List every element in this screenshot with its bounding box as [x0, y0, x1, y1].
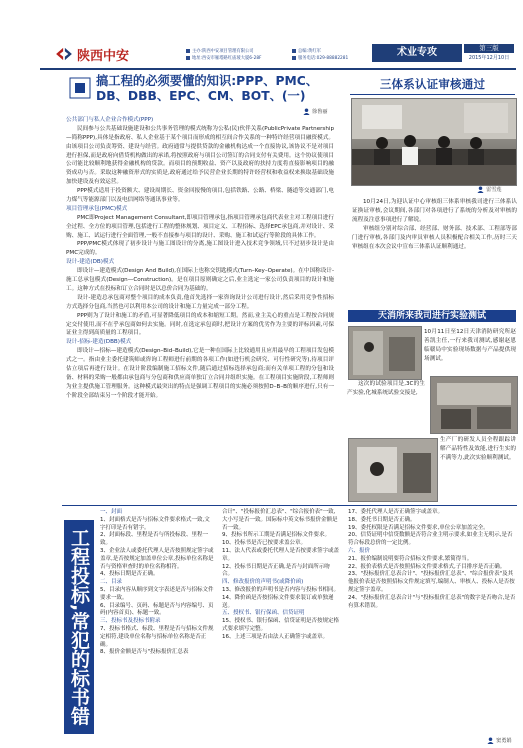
test-para-1: 10月11日至12日天津消防研究所赵善凯主任,一行来我司测试,感谢赵恩临赣局中实验现场数据与产品提供现场测试。	[424, 329, 516, 362]
bid-errors-col-1	[100, 509, 214, 657]
list-item: 12、投标书日期是否正确,是否与封面所示吻合。	[222, 563, 330, 578]
list-subheading: 二、目录	[100, 579, 123, 586]
lab-test-photo-2	[430, 376, 518, 434]
masthead	[0, 0, 523, 68]
list-item: 合计"、"投标报价汇总表"、"综合报价表"一致,大小写是否一致。国际标中英文标书报价金额是否一致。	[222, 509, 338, 531]
list-item: 3、企业法人或委托代理人是否按照规定签字或盖章,是否按规定加盖单位公章,投标单位名称是否与资格审查时的单位名称相符。	[100, 547, 214, 570]
right-article-body	[352, 198, 517, 251]
article-paragraph: 即设计—建造模式(Design And Build),在国际上也称交钥匙模式(Turn–Key–Operate)。在中国称设计-施工总承包模式(Design—Construction)。是在项目原则确定之后,业主选定一家公司负责项目的设计和施工。这种方式在投标和订立合同时是以总价合同为基础的。	[66, 268, 334, 292]
test-desc-1	[424, 328, 516, 364]
article-paragraph: 设计-建造总承包商对整个项目的成本负责,他首先选择一家咨询设计公司进行设计,然后采用竞争性招标方式选择分包商,当然也可以利用本公司的设计和施工力量完成一部分工程。	[66, 294, 334, 310]
lab-scene-illustration	[349, 439, 437, 501]
list-item: 1、封面格式是否与招标文件要求格式一致,文字打印是否有错字。	[100, 516, 210, 531]
lab-scene-illustration	[431, 377, 517, 433]
list-item: 24、"投标报价汇总表合计"与"投标报价汇总表"的数字是否吻合,是否有算术错误。	[348, 594, 516, 609]
list-item: 6、目录编号、页码、标题是否与内容编号、页码(内容首页)、标题一致。	[100, 602, 214, 617]
author-icon	[477, 186, 484, 193]
list-item: 15、授权书、银行保函、信贷证明是否按规定格式要求填写完整。	[222, 618, 340, 632]
list-item: 19、委托权限是否满足招标文件要求,单位公章加盖完全。	[348, 524, 489, 531]
list-subheading: 三、投标书及投标书附录	[100, 618, 161, 625]
list-subheading: 四、修改报价的声明书(或降价函)	[222, 579, 304, 586]
list-item: 21、报价编制说明要符合招标文件要求,繁简得当。	[348, 555, 473, 562]
column-marker-icon	[66, 74, 94, 102]
phone-line: 服务电话:029-88882281	[298, 56, 349, 61]
bottom-author: 窦勇娟	[496, 738, 512, 744]
author-icon	[487, 737, 494, 744]
article-paragraph: PPP/PMC模式体现了初步设计与施工图设计的分离,施工图设计进入技术竞争领域,只不过初步设计是由PMC完成的。	[66, 241, 334, 257]
publisher-line: 主办:陕西中安项目管理有限公司	[192, 49, 254, 54]
main-byline	[303, 108, 328, 115]
article-paragraph: PPP则为了设计和施工的矛盾,可显著降低项目的成本和缩短工期。然而,业主关心的重点是工程按合同规定交付使用,而不在乎承包商如何去实施。同时,在选定承包商时,把设计方案的优劣作为主要的评标因素,可保证业主得到高质量的工程项目。	[66, 312, 334, 337]
bid-errors-banner: 工程投标,常犯的标书错误(上)	[64, 520, 94, 734]
list-item: 2、封面标段、里程是否与所投标段、里程一致。	[100, 532, 209, 547]
bottom-rule	[62, 505, 517, 506]
list-item: 14、降价函是否按招标文件要求装订或单独递送。	[222, 594, 334, 609]
bid-errors-col-3	[348, 509, 516, 610]
list-item: 9、投标书所示工期是否满足招标文件要求。	[222, 532, 331, 539]
list-item: 7、投标书格式、标段、里程是否与招标文件规定相符,建设单位名称与招标单位名称是否正确。	[100, 625, 214, 648]
list-item: 10、投标书是否已按要求盖公章。	[222, 540, 306, 547]
article-paragraph: 即设计—招标—建造模式(Design–Bid–Build),它是一种在国际上比较通用且应用最早的工程项目发包模式之一。指由业主委托建筑师或咨询工程师进行前期的各项工作(如进行机会研究、可行性研究等),待项目评估立项后再进行设计。在设计阶段编制施工招标文件,随后通过招标选择承包商;而有关单项工程的分包和设备、材料的采购一般都由承包商与分包商和供应商单独订立合同并组织实施。在工程项目实施阶段,工程师则为业主提供施工管理服务。这种模式最突出的特点是强调工程项目的实施必须按照D–B–B的顺序进行,只有一个阶段全部结束另一个阶段才能开始。	[66, 348, 334, 399]
logo	[55, 45, 129, 63]
audit-meeting-photo	[351, 98, 517, 186]
main-article-body	[66, 116, 334, 401]
list-item: 22、报价表格式是否按照招标文件要求格式,子目排序是否正确。	[348, 563, 506, 570]
issue-badge: 第三版	[464, 44, 514, 53]
article-paragraph: PPP模式适用于投资额大、建设周期长、资金回报慢的项目,包括铁路、公路、桥梁、隧道等交通部门,电力煤气等能源部门以及电信网络等通讯事业等。	[66, 188, 334, 204]
logo-mark-icon	[55, 47, 73, 61]
column-name: 术业专攻	[372, 44, 462, 62]
article-paragraph: 民间参与公共基础设施建设和公共事务管理的模式统称为公私(民)伙伴关系(PublicPrivate Partnership—简称PPP),具体是指政府、私人企业基于某个项目而形成的相互间合作关系的一种特许经营项目融资模式。由该项目公司负责筹资、建设与经营。政府通常与提供贷款的金融机构达成一个直接协议,该协议不是对项目进行担保,而是政府向借贷机构做出的承诺,将按照政府与项目公司签订的合同支付有关费用。这个协议使项目公司能比较顺利地获得金融机构的贷款。而项目的预期收益、资产以及政府的扶持力度将直接影响项目的融资成功与否。采取这种融资形式的实质是,政府通过给予民营企业长期的特许经营权和收益权来换取基础设施加快建设及有效运营。	[66, 125, 334, 186]
list-item: 20、信贷证明中信贷数额是否符合业主明示要求,如业主无明示,是否符合标段总价的一定比例。	[348, 532, 513, 547]
editor-line: 总编:黄红军	[298, 49, 321, 54]
photo-credit	[477, 186, 502, 193]
right-headline-rule	[350, 94, 515, 95]
list-item: 18、委托书日期是否正确。	[348, 516, 416, 523]
test-desc-3	[440, 436, 516, 463]
list-item: 23、"投标报价汇总表合计"、"投标报价汇总表"、"综合报价表"及其他报价表是否按照招标文件规定填写,编制人、审核人、投标人是否按规定签字盖章。	[348, 571, 515, 593]
list-item: 5、目录内容从顺序到文字表述是否与招标文件要求一致。	[100, 586, 214, 601]
section-heading: 公共部门与私人企业合作模式(PPP)	[66, 117, 154, 123]
list-item: 4、投标日期是否正确。	[100, 571, 159, 578]
meeting-room-illustration	[352, 99, 516, 185]
section-heading: 设计-建造(DB)模式	[66, 259, 115, 266]
lab-test-photo-1	[348, 326, 422, 380]
headline-decoration	[66, 74, 94, 102]
list-subheading: 一、封面	[100, 509, 123, 515]
test-para-2: 这次的试验项目是,3C的生产实验,化城系统试验交接是,	[347, 381, 425, 396]
author-icon	[303, 108, 310, 115]
list-item: 16、上述三项是否由法人正确签字或盖章。	[222, 633, 328, 640]
list-item: 11、法人代表或委托代理人是否按要求签字或盖章。	[222, 547, 340, 562]
list-subheading: 五、授权书、银行保函、信贷证明	[222, 610, 305, 617]
editor-info	[292, 48, 348, 62]
right-para-1: 10月24日,为迎认证中心审核组三体系审核我司进行三体系认证换证审核,会议期间,各部门对各项进行了系统的分析及对审核的流程及注意事项进行了解说。	[352, 199, 517, 223]
list-item: 13、修改报价的声明书是否内容与投标书相同。	[222, 586, 340, 593]
bid-errors-col-2	[222, 509, 340, 642]
section-heading: 设计-招标-建造(DBB)模式	[66, 339, 132, 346]
photo-credit-name: 雷雪莲	[486, 187, 502, 193]
lab-scene-illustration	[349, 327, 421, 379]
main-headline: 搞工程的必须要懂的知识:PPP、PMC、DB、DBB、EPC、CM、BOT、(一)	[96, 74, 319, 103]
masthead-rule	[40, 68, 516, 70]
issue-date: 2015年12月10日	[468, 55, 510, 61]
article-paragraph: PMC即Project Management Consultant,即项目管理承包,指项目管理承包商代表业主对工程项目进行全过程、全方位的项目管理,包括进行工程的整体规划、项目定义、工程招标、选择EPC承包商,并对设计、采购、施工、试运行进行全面管理,一般不直接参与项目的设计、采购、施工和试运行等阶段的具体工作。	[66, 214, 334, 239]
test-desc-2	[347, 380, 425, 398]
address-line: 地址:西安市雁塔路红庙坡大厦6-28F	[192, 56, 262, 61]
logo-text: 陕西中安	[77, 48, 130, 64]
list-item: 8、报价金额是否与"投标报价汇总表	[100, 649, 189, 656]
publisher-info	[186, 48, 262, 62]
main-author: 徐鲁丽	[312, 109, 328, 115]
bottom-byline	[487, 737, 512, 744]
right-headline: 三体系认证审核通过	[379, 77, 486, 91]
test-para-3: 生产厂的研发人员全程跟踪讲解产品特性及效能,进行生实的不满等力,此次实验顺利测试。	[440, 437, 516, 461]
lab-test-photo-3	[348, 438, 438, 502]
section-heading: 项目管理承包(PMC)模式	[66, 205, 128, 212]
right-para-2: 审核组分别对综合部、经营部、财务部、技术部、工程部等部门进行审核,各部门及内审员审核人员积极配合相关工作,历时三天审核组在本次会议中宣布三体系认证顺利通过。	[352, 225, 517, 250]
right-headline-2: 天消所来我司进行实验测试	[348, 310, 516, 322]
list-subheading: 六、报价	[348, 547, 371, 554]
list-item: 17、委托代理人是否正确签字或盖章。	[348, 509, 443, 515]
